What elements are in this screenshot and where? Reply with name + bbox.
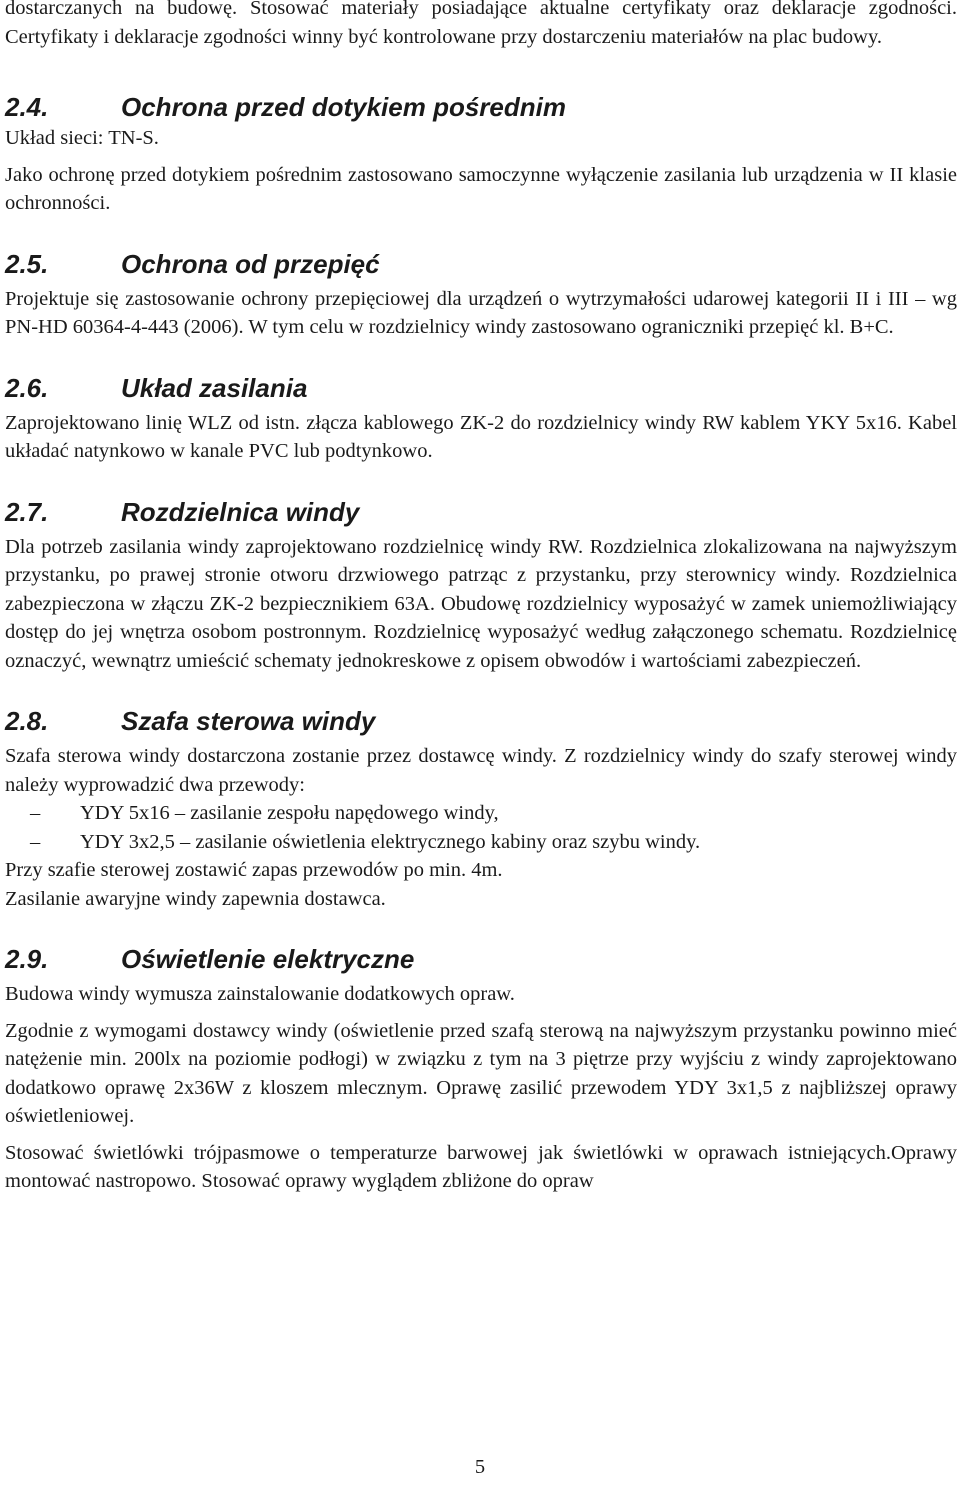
section-heading-2-7 [5, 495, 957, 529]
section-number: 2.5. [5, 248, 49, 279]
paragraph: Dla potrzeb zasilania windy zaprojektowano rozdzielnicę windy RW. Rozdzielnica zlokalizowana na najwyższym przystanku, po prawej stronie otworu drzwiowego patrząc z przystanku, przy sterownicy windy. Rozdzielnica zabezpieczona w złączu ZK-2 bezpiecznikiem 63A. Obudowę rozdzielnicy wyposażyć w zamek uniemożliwiający dostęp do jej wnętrza osobom postronnym. Rozdzielnicę wyposażyć według załączonego schematu. Rozdzielnicę oznaczyć, wewnątrz umieścić schematy jednokreskowe z opisem obwodów i wartościami zabezpieczeń. [5, 535, 957, 672]
paragraph: Szafa sterowa windy dostarczona zostanie przez dostawcę windy. Z rozdzielnicy windy do szafy sterowej windy należy wyprowadzić dwa przewody: [5, 745, 957, 796]
paragraph: Stosować świetlówki trójpasmowe o temperaturze barwowej jak świetlówki w oprawach istniejących.Oprawy montować nastropowo. Stosować oprawy wyglądem zbliżone do opraw [5, 1141, 957, 1192]
paragraph: Przy szafie sterowej zostawić zapas przewodów po min. 4m. [5, 859, 503, 881]
section-heading-2-6 [5, 371, 957, 405]
paragraph: Budowa windy wymusza zainstalowanie dodatkowych opraw. [5, 983, 515, 1005]
section-heading-2-5 [5, 247, 957, 281]
section-number: 2.8. [5, 706, 49, 736]
section-title: Rozdzielnica windy [121, 496, 360, 527]
section-heading-2-4 [5, 90, 957, 124]
paragraph: Układ sieci: TN-S. [5, 127, 159, 149]
section-title: Oświetlenie elektryczne [121, 944, 415, 974]
intro-paragraph: dostarczanych na budowę. Stosować materiały posiadające aktualne certyfikaty oraz deklaracje zgodności. Certyfikaty i deklaracje zgodności winny być kontrolowane przy dostarczeniu materiałów na plac budowy. [5, 0, 957, 48]
paragraph: Zasilanie awaryjne windy zapewnia dostawca. [5, 887, 386, 910]
section-title: Układ zasilania [121, 372, 308, 403]
list-dash: – [30, 830, 41, 853]
paragraph: Zgodnie z wymogami dostawcy windy (oświetlenie przed szafą sterową na najwyższym przystanku powinno mieć natężenie min. 200lx na poziomie podłogi) w związku z tym na 3 piętrze przy wyjściu z windy zaprojektowano dodatkowo oprawę 2x36W z kloszem mlecznym. Oprawę zasilić przewodem YDY 3x1,5 z najbliższej oprawy oświetleniowej. [5, 1019, 957, 1127]
list-dash: – [30, 802, 41, 824]
list-item [5, 799, 957, 828]
paragraph: Zaprojektowano linię WLZ od istn. złącza kablowego ZK-2 do rozdzielnicy windy RW kablem YKY 5x16. Kabel układać natynkowo w kanale PVC lub podtynkowo. [5, 411, 957, 462]
list-item-text: YDY 3x2,5 – zasilanie oświetlenia elektrycznego kabiny oraz szybu windy. [80, 830, 701, 853]
section-number: 2.6. [5, 372, 49, 403]
cable-list [5, 799, 957, 856]
section-heading-2-8 [5, 704, 957, 738]
paragraph: Projektuje się zastosowanie ochrony przepięciowej dla urządzeń o wytrzymałości udarowej kategorii II i III – wg PN-HD 60364-4-443 (2006). W tym celu w rozdzielnicy windy zastosowano ograniczniki przepięć kl. B+C. [5, 287, 957, 338]
list-item-text: YDY 5x16 – zasilanie zespołu napędowego windy, [80, 802, 499, 824]
page-number: 5 [474, 1456, 486, 1478]
section-title: Szafa sterowa windy [121, 706, 376, 736]
section-title: Ochrona przed dotykiem pośrednim [121, 92, 566, 122]
section-heading-2-9 [5, 942, 957, 976]
section-title: Ochrona od przepięć [121, 248, 380, 279]
section-number: 2.7. [5, 496, 49, 527]
list-item [5, 828, 957, 857]
paragraph: Jako ochronę przed dotykiem pośrednim zastosowano samoczynne wyłączenie zasilania lub urządzenia w II klasie ochronności. [5, 163, 957, 214]
section-number: 2.9. [5, 944, 49, 974]
section-number: 2.4. [5, 92, 49, 122]
